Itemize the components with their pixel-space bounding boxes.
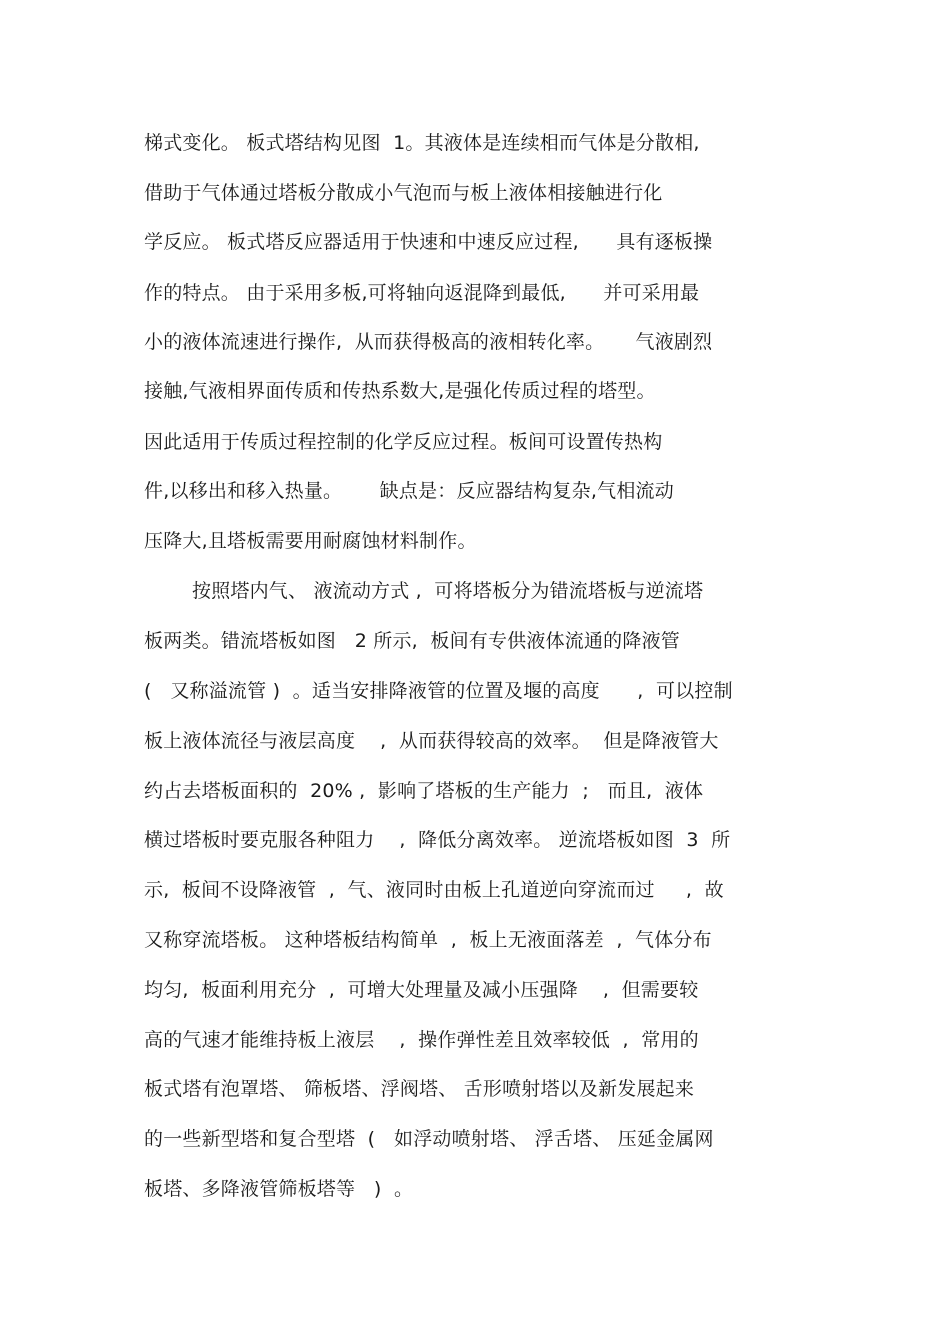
text-line: 学反应。 板式塔反应器适用于快速和中速反应过程, 具有逐板操 [144,231,713,253]
text-line: 压降大,且塔板需要用耐腐蚀材料制作。 [144,530,477,552]
text-line: 作的特点。 由于采用多板,可将轴向返混降到最低, 并可采用最 [144,282,700,304]
text-line: 板上液体流径与液层高度 , 从而获得较高的效率。 但是降液管大 [144,730,719,752]
text-line: 约占去塔板面积的 20% , 影响了塔板的生产能力 ; 而且, 液体 [144,780,704,802]
text-line: 借助于气体通过塔板分散成小气泡而与板上液体相接触进行化 [144,182,663,204]
text-line: 梯式变化。 板式塔结构见图 1。其液体是连续相而气体是分散相, [144,132,700,154]
text-line: 板式塔有泡罩塔、 筛板塔、浮阀塔、 舌形喷射塔以及新发展起来 [144,1078,695,1100]
text-line: 均匀, 板面利用充分 , 可增大处理量及减小压强降 , 但需要较 [144,979,699,1001]
text-line: 按照塔内气、 液流动方式 , 可将塔板分为错流塔板与逆流塔 [192,580,704,602]
text-line: 又称穿流塔板。 这种塔板结构简单 , 板上无液面落差 , 气体分布 [144,929,712,951]
text-line: 的一些新型塔和复合型塔 ( 如浮动喷射塔、 浮舌塔、 压延金属网 [144,1128,714,1150]
text-line: 横过塔板时要克服各种阻力 , 降低分离效率。 逆流塔板如图 3 所 [144,829,731,851]
text-line: 高的气速才能维持板上液层 , 操作弹性差且效率较低 , 常用的 [144,1029,699,1051]
text-line: 示, 板间不设降液管 , 气、液同时由板上孔道逆向穿流而过 , 故 [144,879,724,901]
text-line: 板两类。错流塔板如图 2 所示, 板间有专供液体流通的降液管 [144,630,680,652]
text-line: 小的液体流速进行操作, 从而获得极高的液相转化率。 气液剧烈 [144,331,713,353]
text-line: 因此适用于传质过程控制的化学反应过程。板间可设置传热构 [144,431,663,453]
text-line: 板塔、多降液管筛板塔等 ) 。 [144,1178,414,1200]
text-line: 接触,气液相界面传质和传热系数大,是强化传质过程的塔型。 [144,380,656,402]
text-line: ( 又称溢流管 ) 。适当安排降液管的位置及堰的高度 , 可以控制 [144,680,733,702]
text-line: 件,以移出和移入热量。 缺点是：反应器结构复杂,气相流动 [144,480,674,502]
